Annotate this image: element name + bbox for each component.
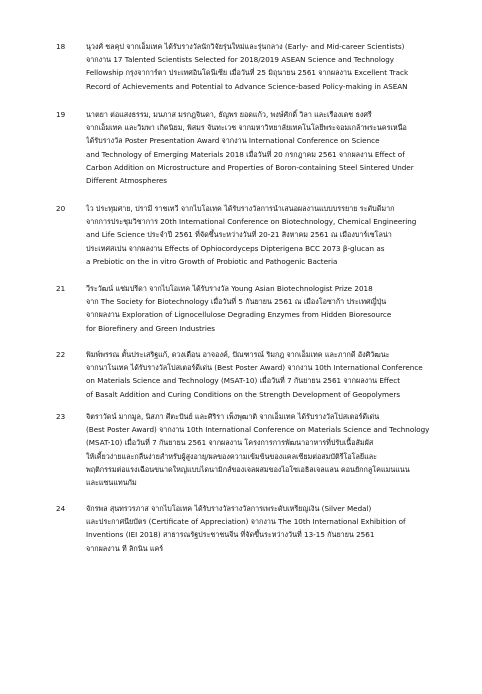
item-number: 19 bbox=[56, 110, 66, 119]
item-line: วีระวัฒน์ แช่มปรีดา จากไบโอเทค ได้รับรางวัล Young Asian Biotechnologist Prize 2018 bbox=[86, 284, 373, 293]
item-line: and Life Science ประจำปี 2561 ที่จัดขึ้นระหว่างวันที่ 20-21 สิงหาคม 2561 ณ เมืองบาร์เซโลน่า bbox=[86, 230, 392, 240]
item-line: ประเทศสเปน จากผลงาน Effects of Ophiocordyceps Dipterigena BCC 2073 β-glucan as bbox=[86, 243, 385, 253]
item-line: นุวงศ์ ชลคุป จากเอ็มเทค ได้รับรางวัลนักวิจัยรุ่นใหม่และรุ่นกลาง (Early- and Mid-career Scientists) bbox=[86, 42, 405, 51]
item-line: จิตราวัดน์ มากมูล, นิสภา ศีตะปันย์ และศิริรา เพ็งพุฒาติ จากเอ็มเทค ได้รับรางวัลโปสเตอร์ดีเด่น bbox=[86, 412, 380, 421]
item-line: จากเอ็มเทค และวิมพา เกิดนิยม, พิสมร จันทะเวช จากมหาวิทยาลัยเทคโนโลยีพระจอมเกล้าพระนครเหนือ bbox=[86, 123, 407, 133]
item-line: พฤติกรรมต่อแรงเฉือนขนาดใหญ่แบบไดนามิกส์ของเจลผสมของไอโซเอธิลเจลแลน คอนยักกลูโคแมนแนน bbox=[86, 464, 410, 474]
item-line: นาตยา ต่อแสงธรรม, มนภาส มรกฎจินดา, ธัญพร ยอดแก้ว, พงษ์ศักดิ์ วิลา และเรืองเดช ธงศรี bbox=[86, 110, 372, 119]
item-line: ให้เคี้ยวง่ายและกลืนง่ายสำหรับผู้สูงอายุ/ผลของความเข้มข้นของแคลเซียมต่อสมบัติรีโอโลยีและ bbox=[86, 451, 378, 461]
item-line: จากผลงาน Exploration of Lignocellulose Degrading Enzymes from Hidden Bioresource bbox=[86, 310, 392, 320]
item-line: พิมพ์พรรณ ตั้นประเสริฐแก้, ดวงเดือน อาจองค์, ปัณฑารณ์ ริมกฎ จากเอ็มเทค และภากดี อังศิวัฒนะ bbox=[86, 350, 390, 359]
item-line: Record of Achievements and Potential to Advance Science-based Policy-making in ASEAN bbox=[86, 81, 408, 91]
item-line: Different Atmospheres bbox=[86, 176, 168, 186]
item-line: on Materials Science and Technology (MSAT-10) เมื่อวันที่ 7 กันยายน 2561 จากผลงาน Effect bbox=[86, 376, 401, 386]
item-line: จาก The Society for Biotechnology เมื่อวันที่ 5 กันยายน 2561 ณ เมืองโอซาก้า ประเทศญี่ปุ่น bbox=[86, 297, 387, 307]
item-text bbox=[86, 108, 438, 187]
item-line: (Best Poster Award) จากงาน 10th International Conference on Materials Science and Technology bbox=[86, 425, 430, 435]
item-line: จักรพล สุนทรวรภาส จากไบโอเทค ได้รับรางวัลรางวัลการเพระดับเหรียญเงิน (Silver Medal) bbox=[86, 504, 372, 513]
item-line: จากผลงาน ที ลิกนิน แคร์ bbox=[86, 543, 164, 553]
item-text bbox=[86, 202, 438, 268]
item-text bbox=[86, 348, 438, 401]
item-number: 18 bbox=[56, 42, 66, 51]
item-text bbox=[86, 410, 438, 489]
item-line: a Prebiotic on the in vitro Growth of Probiotic and Pathogenic Bacteria bbox=[86, 256, 338, 266]
item-line: จากการประชุมวิชาการ 20th International Conference on Biotechnology, Chemical Engineering bbox=[86, 217, 417, 227]
item-line: for Biorefinery and Green Industries bbox=[86, 323, 216, 333]
item-number: 21 bbox=[56, 284, 66, 293]
item-number: 22 bbox=[56, 350, 66, 359]
item-line: Carbon Addition on Microstructure and Properties of Boron-containing Steel Sintered Under bbox=[86, 162, 414, 172]
item-text bbox=[86, 502, 438, 555]
item-line: และประกาศนียบัตร (Certificate of Appreciation) จากงาน The 10th International Exhibition of bbox=[86, 517, 406, 527]
item-line: และแซนแทนกัม bbox=[86, 478, 137, 488]
item-text bbox=[86, 282, 438, 335]
item-line: จากนาโนเทค ได้รับรางวัลโปสเตอร์ดีเด่น (Best Poster Award) จากงาน 10th International Conference bbox=[86, 363, 423, 373]
item-number: 23 bbox=[56, 412, 66, 421]
item-line: (MSAT-10) เมื่อวันที่ 7 กันยายน 2561 จากผลงาน โครงการการพัฒนาอาหารที่ปรับเนื้อสัมผัส bbox=[86, 438, 374, 448]
item-number: 24 bbox=[56, 504, 66, 513]
item-line: จากงาน 17 Talented Scientists Selected for 2018/2019 ASEAN Science and Technology bbox=[86, 55, 395, 65]
item-line: Fellowship กรุงจาการ์ตา ประเทศอินโดนีเซีย เมื่อวันที่ 25 มิถุนายน 2561 จากผลงาน Excellent Track bbox=[86, 68, 409, 78]
item-line: and Technology of Emerging Materials 2018 เมื่อวันที่ 20 กรกฎาคม 2561 จากผลงาน Effect of bbox=[86, 149, 405, 159]
item-line: of Basalt Addition and Curing Conditions on the Strength Development of Geopolymers bbox=[86, 389, 401, 399]
item-text bbox=[86, 40, 438, 93]
item-line: Inventions (IEI 2018) สาธารณรัฐประชาชนจีน ที่จัดขึ้นระหว่างวันที่ 13-15 กันยายน 2561 bbox=[86, 530, 375, 540]
item-line: ได้รับรางวัล Poster Presentation Award จากงาน International Conference on Science bbox=[86, 136, 380, 146]
item-line: ไว ประทุมศาย, ปรามี ราชเทวี จากไบโอเทค ได้รับรางวัลการนำเสนอผลงานแบบบรรยาย ระดับดีมาก bbox=[86, 204, 395, 213]
item-number: 20 bbox=[56, 204, 66, 213]
